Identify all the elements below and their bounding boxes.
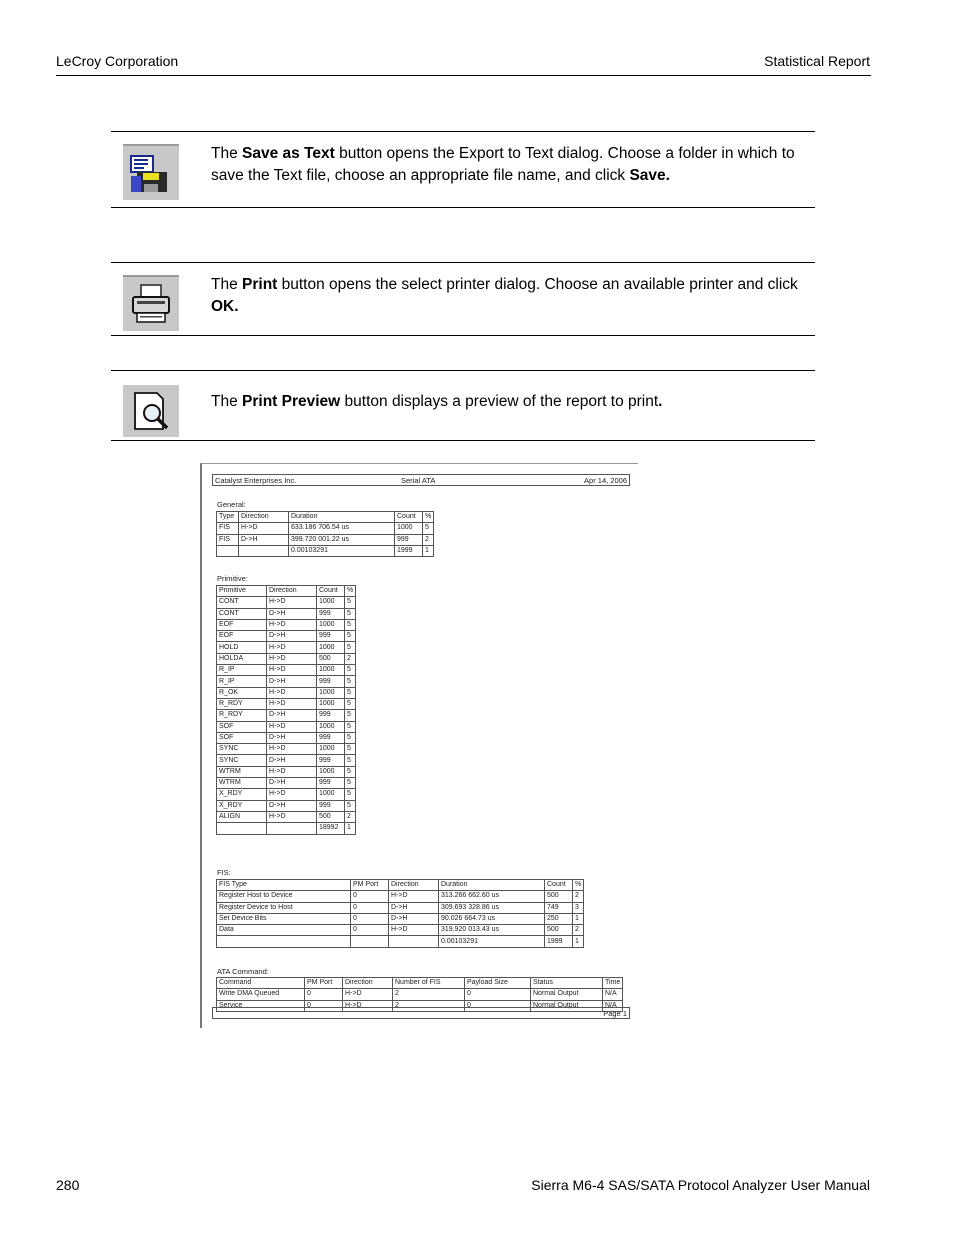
primitive-row <box>217 676 356 687</box>
fis-cell: 3 <box>573 902 584 913</box>
primitive-row <box>217 608 356 619</box>
primitive-cell: D->H <box>267 676 317 687</box>
fis-cell: 1 <box>573 936 584 947</box>
general-cell: 1000 <box>395 523 423 534</box>
fis-header-cell: Duration <box>439 880 545 891</box>
general-cell: 2 <box>423 534 434 545</box>
primitive-cell: 1000 <box>317 721 345 732</box>
fis-cell: Register Device to Host <box>217 902 351 913</box>
primitive-cell: SOF <box>217 721 267 732</box>
fis-table <box>216 879 584 948</box>
primitive-cell: H->D <box>267 597 317 608</box>
general-header-cell: Duration <box>289 512 395 523</box>
primitive-cell: X_RDY <box>217 800 267 811</box>
fis-cell <box>389 936 439 947</box>
primitive-cell: H->D <box>267 687 317 698</box>
save-as-text-row <box>111 131 815 208</box>
fis-cell: D->H <box>389 913 439 924</box>
general-header-cell: Count <box>395 512 423 523</box>
fis-header-cell: FIS Type <box>217 880 351 891</box>
fis-cell: 313.266 662.60 us <box>439 891 545 902</box>
ata-cell: 0 <box>465 1000 531 1011</box>
primitive-cell: H->D <box>267 789 317 800</box>
fis-row <box>217 913 584 924</box>
primitive-row <box>217 721 356 732</box>
primitive-cell: 1000 <box>317 789 345 800</box>
fis-row <box>217 936 584 947</box>
ata-cell: 2 <box>393 1000 465 1011</box>
fis-row <box>217 902 584 913</box>
ata-cell: Write DMA Queued <box>217 989 305 1000</box>
primitive-cell: 5 <box>345 710 356 721</box>
primitive-cell <box>217 823 267 834</box>
primitive-header-cell: % <box>345 586 356 597</box>
primitive-cell: 2 <box>345 811 356 822</box>
save-as-text-description: The Save as Text button opens the Export to Text dialog. Choose a folder in which to save the Text file, choose an appropriate file name, and click Save. <box>211 145 795 184</box>
primitive-cell: 5 <box>345 789 356 800</box>
general-row <box>217 534 434 545</box>
ata-cell: 0 <box>305 989 343 1000</box>
general-cell: 999 <box>395 534 423 545</box>
header-section-title: Statistical Report <box>764 53 870 69</box>
primitive-cell: 500 <box>317 653 345 664</box>
primitive-cell: 5 <box>345 642 356 653</box>
primitive-cell: D->H <box>267 755 317 766</box>
ata-cell: 0 <box>465 989 531 1000</box>
fis-cell: 2 <box>573 891 584 902</box>
primitive-cell: WTRM <box>217 766 267 777</box>
fis-cell: 0 <box>351 913 389 924</box>
general-header <box>217 512 434 523</box>
primitive-cell: R_IP <box>217 665 267 676</box>
primitive-row <box>217 732 356 743</box>
primitive-cell: 999 <box>317 631 345 642</box>
primitive-cell: 5 <box>345 744 356 755</box>
save-as-text-icon[interactable] <box>123 144 179 200</box>
general-row <box>217 545 434 556</box>
general-header-cell: Type <box>217 512 239 523</box>
primitive-cell: HOLDA <box>217 653 267 664</box>
ata-header-cell: Status <box>531 978 603 989</box>
primitive-row <box>217 710 356 721</box>
primitive-cell: D->H <box>267 778 317 789</box>
general-header-cell: % <box>423 512 434 523</box>
primitive-cell: H->D <box>267 744 317 755</box>
primitive-cell: 1000 <box>317 642 345 653</box>
primitive-row <box>217 687 356 698</box>
fis-cell: Data <box>217 925 351 936</box>
ata-row <box>217 989 623 1000</box>
primitive-row <box>217 755 356 766</box>
preview-company: Catalyst Enterprises Inc. <box>215 476 297 485</box>
fis-cell: 500 <box>545 925 573 936</box>
primitive-row <box>217 631 356 642</box>
primitive-cell: H->D <box>267 619 317 630</box>
fis-cell <box>217 936 351 947</box>
fis-cell: 0 <box>351 925 389 936</box>
general-cell: H->D <box>239 523 289 534</box>
fis-cell: 2 <box>573 925 584 936</box>
ata-cell: H->D <box>343 1000 393 1011</box>
primitive-cell: 5 <box>345 732 356 743</box>
print-preview-description: The Print Preview button displays a preview of the report to print. <box>211 393 663 410</box>
primitive-cell: H->D <box>267 698 317 709</box>
primitive-cell: 2 <box>345 653 356 664</box>
primitive-cell: 999 <box>317 755 345 766</box>
print-preview-row <box>111 370 815 441</box>
primitive-cell: WTRM <box>217 778 267 789</box>
primitive-cell: 1000 <box>317 744 345 755</box>
ata-header-cell: Command <box>217 978 305 989</box>
general-table <box>216 511 434 557</box>
primitive-row <box>217 800 356 811</box>
primitive-cell: H->D <box>267 653 317 664</box>
primitive-cell: 500 <box>317 811 345 822</box>
primitive-cell: CONT <box>217 608 267 619</box>
fis-cell: 1999 <box>545 936 573 947</box>
primitive-cell: R_RDY <box>217 698 267 709</box>
print-preview-icon[interactable] <box>123 385 179 437</box>
primitive-cell: CONT <box>217 597 267 608</box>
primitive-cell: EOF <box>217 631 267 642</box>
fis-cell: 0.00103291 <box>439 936 545 947</box>
general-cell: 5 <box>423 523 434 534</box>
general-cell: 1 <box>423 545 434 556</box>
ata-cell: H->D <box>343 989 393 1000</box>
print-description: The Print button opens the select printer dialog. Choose an available printer and click OK. <box>211 276 798 315</box>
fis-cell: Set Device Bits <box>217 913 351 924</box>
primitive-cell: 999 <box>317 800 345 811</box>
fis-title: FIS: <box>217 868 231 877</box>
general-cell: FIS <box>217 534 239 545</box>
primitive-header <box>217 586 356 597</box>
fis-cell: H->D <box>389 891 439 902</box>
primitive-cell: 5 <box>345 755 356 766</box>
report-preview <box>200 463 638 1028</box>
fis-cell: Register Host to Device <box>217 891 351 902</box>
ata-header-cell: PM Port <box>305 978 343 989</box>
general-cell: D->H <box>239 534 289 545</box>
primitive-row <box>217 778 356 789</box>
ata-header-cell: Time <box>603 978 623 989</box>
ata-header-cell: Payload Size <box>465 978 531 989</box>
manual-title: Sierra M6-4 SAS/SATA Protocol Analyzer User Manual <box>531 1177 870 1193</box>
primitive-cell: 5 <box>345 698 356 709</box>
print-row <box>111 262 815 336</box>
ata-command-title: ATA Command: <box>217 967 269 976</box>
primitive-cell: H->D <box>267 766 317 777</box>
primitive-cell: X_RDY <box>217 789 267 800</box>
fis-cell: 0 <box>351 902 389 913</box>
primitive-cell: 5 <box>345 766 356 777</box>
primitive-cell: 1000 <box>317 687 345 698</box>
fis-cell: 749 <box>545 902 573 913</box>
primitive-row <box>217 811 356 822</box>
preview-protocol: Serial ATA <box>401 476 436 485</box>
fis-cell: 0 <box>351 891 389 902</box>
primitive-cell: HOLD <box>217 642 267 653</box>
primitive-cell <box>267 823 317 834</box>
ata-header-cell: Direction <box>343 978 393 989</box>
primitive-cell: EOF <box>217 619 267 630</box>
page-number: 280 <box>56 1177 80 1193</box>
preview-page-number: Page 1 <box>603 1009 627 1018</box>
fis-header-cell: % <box>573 880 584 891</box>
primitive-cell: ALIGN <box>217 811 267 822</box>
primitive-cell: 5 <box>345 619 356 630</box>
fis-header-cell: PM Port <box>351 880 389 891</box>
primitive-header-cell: Direction <box>267 586 317 597</box>
fis-header-cell: Count <box>545 880 573 891</box>
fis-cell: 309.693 328.86 us <box>439 902 545 913</box>
primitive-cell: SOF <box>217 732 267 743</box>
general-cell: 0.00103291 <box>289 545 395 556</box>
primitive-cell: 1000 <box>317 698 345 709</box>
primitive-cell: 5 <box>345 665 356 676</box>
primitive-cell: R_RDY <box>217 710 267 721</box>
header-rule <box>56 75 871 76</box>
primitive-cell: R_IP <box>217 676 267 687</box>
primitive-row <box>217 823 356 834</box>
general-header-cell: Direction <box>239 512 289 523</box>
printer-icon[interactable] <box>123 275 179 331</box>
primitive-cell: 5 <box>345 676 356 687</box>
primitive-cell: 5 <box>345 721 356 732</box>
primitive-header-cell: Count <box>317 586 345 597</box>
primitive-cell: 5 <box>345 687 356 698</box>
header-company: LeCroy Corporation <box>56 53 179 69</box>
general-cell <box>217 545 239 556</box>
primitive-cell: SYNC <box>217 755 267 766</box>
fis-cell: 319.920 013.43 us <box>439 925 545 936</box>
preview-header <box>212 474 630 486</box>
fis-cell: 500 <box>545 891 573 902</box>
primitive-table <box>216 585 356 835</box>
primitive-cell: 1000 <box>317 597 345 608</box>
ata-cell: Normal Output <box>531 989 603 1000</box>
primitive-cell: H->D <box>267 642 317 653</box>
primitive-cell: 1000 <box>317 619 345 630</box>
preview-footer <box>212 1007 630 1019</box>
general-cell: 399.720 001.22 us <box>289 534 395 545</box>
primitive-cell: 999 <box>317 676 345 687</box>
ata-header <box>217 978 623 989</box>
primitive-cell: 1 <box>345 823 356 834</box>
fis-cell: D->H <box>389 902 439 913</box>
primitive-row <box>217 597 356 608</box>
primitive-cell: 999 <box>317 710 345 721</box>
primitive-row <box>217 766 356 777</box>
fis-cell: 250 <box>545 913 573 924</box>
fis-row <box>217 891 584 902</box>
primitive-title: Primitive: <box>217 574 248 583</box>
primitive-row <box>217 789 356 800</box>
primitive-cell: H->D <box>267 811 317 822</box>
primitive-cell: 18992 <box>317 823 345 834</box>
general-cell: 1999 <box>395 545 423 556</box>
primitive-cell: D->H <box>267 710 317 721</box>
general-cell: 633.186 706.54 us <box>289 523 395 534</box>
primitive-cell: D->H <box>267 631 317 642</box>
primitive-cell: 999 <box>317 732 345 743</box>
primitive-row <box>217 698 356 709</box>
preview-date: Apr 14, 2006 <box>584 476 627 485</box>
primitive-row <box>217 642 356 653</box>
ata-cell: 0 <box>305 1000 343 1011</box>
general-row <box>217 523 434 534</box>
general-cell: FIS <box>217 523 239 534</box>
primitive-row <box>217 744 356 755</box>
fis-row <box>217 925 584 936</box>
primitive-header-cell: Primitive <box>217 586 267 597</box>
primitive-cell: 999 <box>317 608 345 619</box>
fis-header <box>217 880 584 891</box>
ata-cell: Normal Output <box>531 1000 603 1011</box>
primitive-row <box>217 665 356 676</box>
primitive-cell: 1000 <box>317 665 345 676</box>
fis-cell: H->D <box>389 925 439 936</box>
primitive-cell: D->H <box>267 800 317 811</box>
primitive-cell: D->H <box>267 608 317 619</box>
primitive-cell: 5 <box>345 778 356 789</box>
ata-cell: Service <box>217 1000 305 1011</box>
primitive-cell: 5 <box>345 631 356 642</box>
primitive-cell: 5 <box>345 597 356 608</box>
fis-cell: 1 <box>573 913 584 924</box>
fis-cell: 90.026 664.73 us <box>439 913 545 924</box>
primitive-cell: R_OK <box>217 687 267 698</box>
ata-header-cell: Number of FIS <box>393 978 465 989</box>
primitive-cell: SYNC <box>217 744 267 755</box>
primitive-cell: 5 <box>345 608 356 619</box>
primitive-cell: H->D <box>267 721 317 732</box>
primitive-cell: 999 <box>317 778 345 789</box>
ata-cell: N/A <box>603 1000 623 1011</box>
primitive-row <box>217 619 356 630</box>
fis-header-cell: Direction <box>389 880 439 891</box>
general-title: General: <box>217 500 246 509</box>
ata-cell: 2 <box>393 989 465 1000</box>
primitive-cell: D->H <box>267 732 317 743</box>
primitive-cell: H->D <box>267 665 317 676</box>
primitive-row <box>217 653 356 664</box>
ata-cell: N/A <box>603 989 623 1000</box>
general-cell <box>239 545 289 556</box>
fis-cell <box>351 936 389 947</box>
primitive-cell: 5 <box>345 800 356 811</box>
primitive-cell: 1000 <box>317 766 345 777</box>
